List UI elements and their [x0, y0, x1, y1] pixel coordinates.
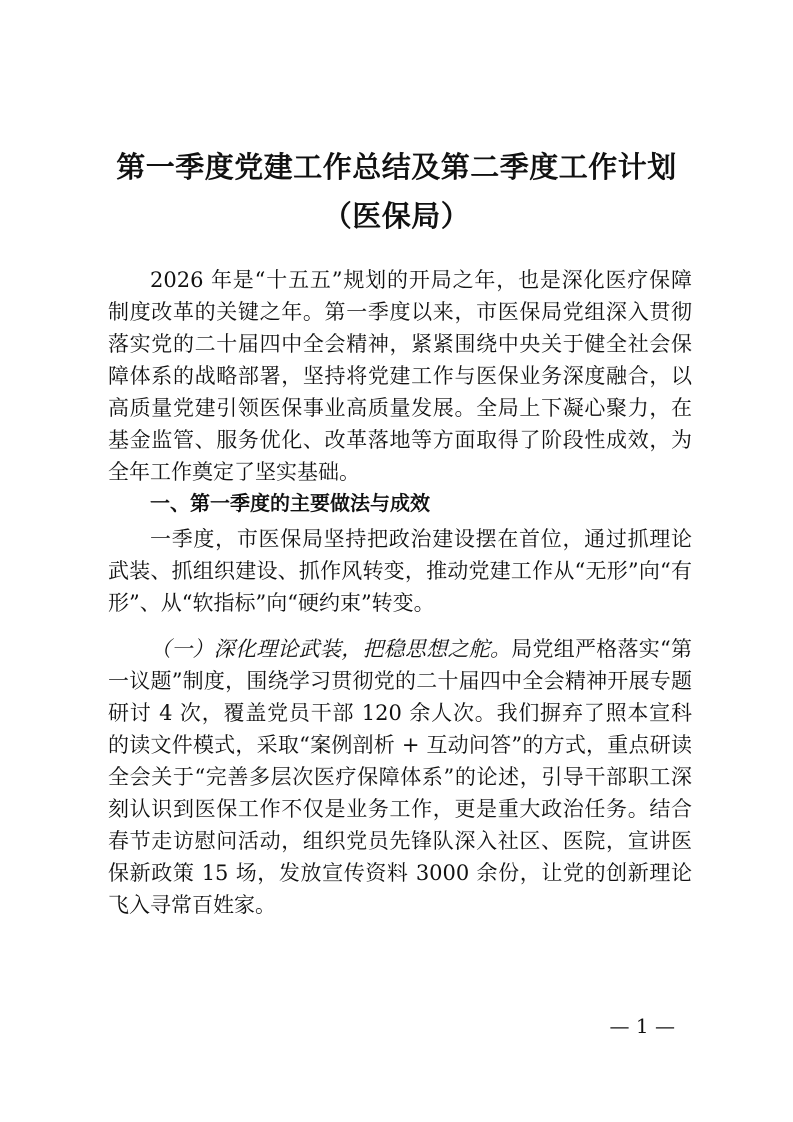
intro-paragraph: 2026 年是“十五五”规划的开局之年，也是深化医疗保障制度改革的关键之年。第一季度以来，市医保局党组深入贯彻落实党的二十届四中全会精神，紧紧围绕中央关于健全社会保障体系的战略部署，坚持将党建工作与医保业务深度融合，以高质量党建引领医保事业高质量发展。全局上下凝心聚力，在基金监管、服务优化、改革落地等方面取得了阶段性成效，为全年工作奠定了坚实基础。 [108, 268, 692, 484]
subsection-heading-1: （一）深化理论武装，把稳思想之舵。 [150, 637, 512, 661]
document-title: 第一季度党建工作总结及第二季度工作计划 [116, 150, 677, 184]
subsection-1-text: 局党组严格落实“第一议题”制度，围绕学习贯彻党的二十届四中全会精神开展专题研讨 4 次，覆盖党员干部 120 余人次。我们摒弃了照本宣科的读文件模式，采取“案例剖析 + 互动问答”的方式，重点研读全会关于“完善多层次医疗保障体系”的论述，引导干部职工深刻认识到医保工作不仅是业务工作，更是重大政治任务。结合春节走访慰问活动，组织党员先锋队深入社区、医院，宣讲医保新政策 15 场，发放宣传资料 3000 余份，让党的创新理论飞入寻常百姓家。 [108, 637, 692, 917]
section-1-paragraph: 一季度，市医保局坚持把政治建设摆在首位，通过抓理论武装、抓组织建设、抓作风转变，推动党建工作从“无形”向“有形”、从“软指标”向“硬约束”转变。 [108, 527, 692, 615]
subsection-1-paragraph [108, 633, 692, 921]
page-number: — 1 — [609, 1014, 675, 1038]
document-subtitle: （医保局） [322, 199, 471, 233]
section-heading-1: 一、第一季度的主要做法与成效 [150, 491, 430, 515]
